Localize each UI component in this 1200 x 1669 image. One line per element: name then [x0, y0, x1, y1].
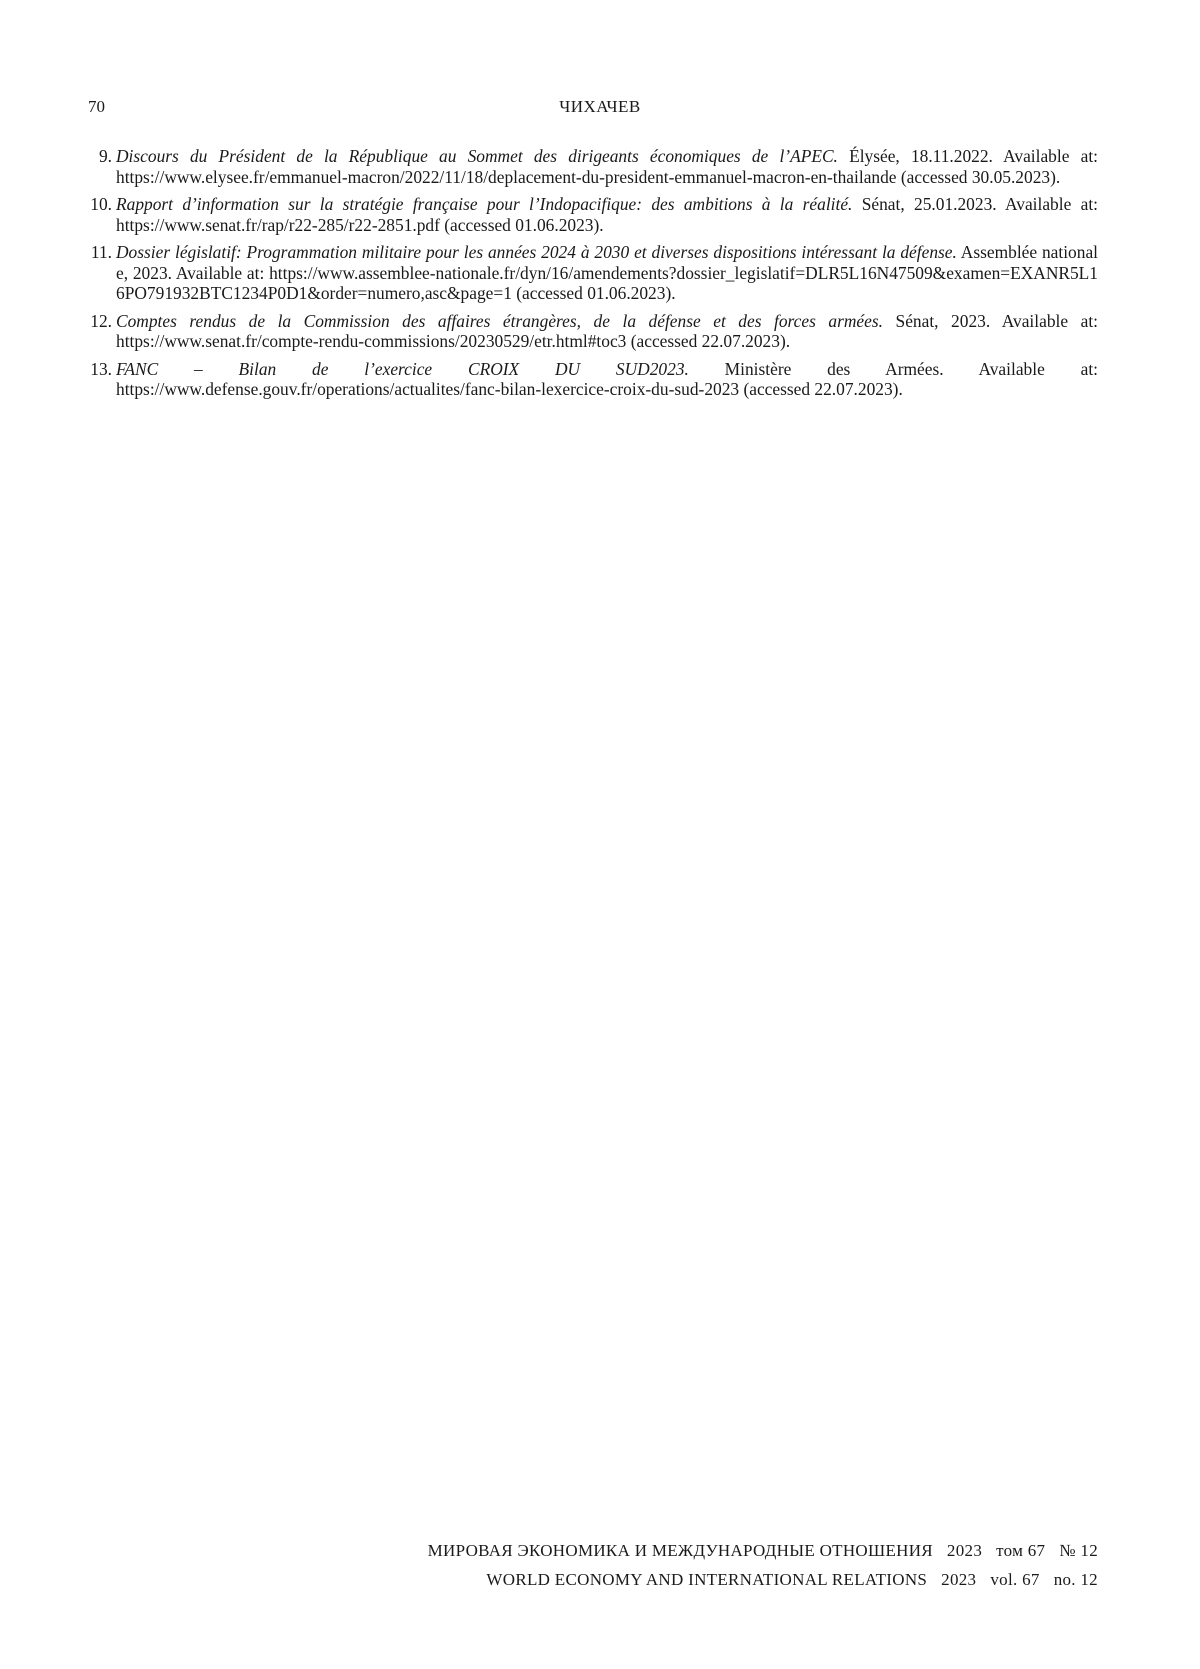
- journal-footer-ru: [428, 1541, 1098, 1561]
- reference-number: 9.: [98, 146, 112, 166]
- reference-item: [86, 194, 1098, 235]
- reference-title: FANC – Bilan de l’exercice CROIX DU SUD2023.: [116, 358, 689, 379]
- reference-number: 11.: [90, 242, 112, 262]
- reference-details: Élysée, 18.11.2022. Available at: https://www.elysee.fr/emmanuel-macron/2022/11/18/deplacement-du-president-emmanuel-macron-en-thailande (accessed 30.05.2023).: [116, 146, 1098, 187]
- journal-footer-en: [486, 1570, 1098, 1590]
- journal-issue-ru: № 12: [1059, 1541, 1098, 1560]
- journal-year-en: 2023: [941, 1570, 977, 1589]
- reference-details: Ministère des Armées. Available at: https://www.defense.gouv.fr/operations/actualites/fanc-bilan-lexercice-croix-du-sud-2023 (accessed 22.07.2023).: [116, 358, 1098, 399]
- journal-issue-en: no. 12: [1053, 1570, 1098, 1589]
- reference-title: Dossier législatif: Programmation militaire pour les années 2024 à 2030 et diverses dispositions intéressant la défense.: [116, 242, 957, 262]
- reference-title: Rapport d’information sur la stratégie française pour l’Indopacifique: des ambitions à la réalité.: [116, 194, 853, 214]
- page-number: 70: [88, 97, 105, 116]
- running-head-author: ЧИХАЧЕВ: [559, 97, 641, 116]
- reference-list: [86, 146, 1098, 407]
- reference-title: Discours du Président de la République au Sommet des dirigeants économiques de l’APEC.: [116, 146, 838, 166]
- reference-number: 13.: [90, 358, 112, 379]
- reference-item: [86, 359, 1098, 400]
- reference-number: 12.: [90, 310, 112, 331]
- reference-item: [86, 311, 1098, 352]
- reference-details: Assemblée nationale, 2023. Available at: https://www.assemblee-nationale.fr/dyn/16/amendements?dossier_legislatif=DLR5L16N47509&examen=EXANR5L16PO791932BTC1234P0D1&order=numero,asc&page=1 (accessed 01.06.2023).: [116, 242, 1098, 303]
- journal-name-ru: МИРОВАЯ ЭКОНОМИКА И МЕЖДУНАРОДНЫЕ ОТНОШЕНИЯ: [427, 1541, 933, 1560]
- reference-item: [86, 242, 1098, 304]
- journal-volume-ru: том 67: [996, 1541, 1046, 1560]
- journal-volume-en: vol. 67: [990, 1570, 1040, 1589]
- reference-details: Sénat, 25.01.2023. Available at: https://www.senat.fr/rap/r22-285/r22-2851.pdf (accessed 01.06.2023).: [116, 194, 1098, 235]
- reference-item: [86, 146, 1098, 187]
- reference-title: Comptes rendus de la Commission des affaires étrangères, de la défense et des forces armées.: [116, 310, 883, 331]
- journal-year-ru: 2023: [946, 1541, 983, 1560]
- reference-details: Sénat, 2023. Available at: https://www.senat.fr/compte-rendu-commissions/20230529/etr.html#toc3 (accessed 22.07.2023).: [116, 310, 1098, 351]
- reference-number: 10.: [90, 194, 112, 214]
- journal-name-en: WORLD ECONOMY AND INTERNATIONAL RELATIONS: [486, 1570, 928, 1589]
